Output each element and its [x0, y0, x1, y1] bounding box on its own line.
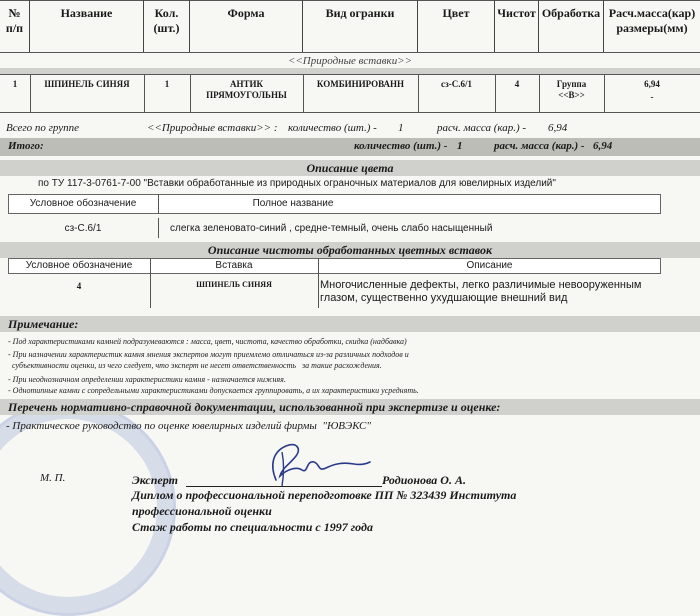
color-code: сз-С.6/1	[64, 223, 102, 234]
col-cut-header: Вид огранки	[303, 0, 418, 52]
clarity-desc: Многочисленные дефекты, легко различимые невооруженным глазом, существенно ухудшающие внешний вид	[320, 279, 642, 304]
row-clarity: 4	[514, 79, 520, 89]
group-total-qty-label: количество (шт.) -	[288, 122, 377, 134]
total-mass: 6,94	[593, 140, 613, 152]
total-qty-label: количество (шт.) -	[354, 140, 448, 152]
color-col-code: Условное обозначение	[29, 198, 137, 209]
note-item: субъективности оценки, из чего следует, что эксперт не несет ответственность за такие расхождения.	[8, 361, 382, 370]
color-col-name: Полное название	[252, 198, 334, 209]
diploma-line-1: Диплом о профессиональной переподготовке ПП № 323439 Института	[132, 488, 517, 502]
col-treatment-header: Обработка	[539, 0, 604, 52]
clarity-desc-title: Описание чистоты обработанных цветных вставок	[207, 243, 493, 257]
row-mass: 6,94	[644, 79, 660, 89]
row-name: ШПИНЕЛЬ СИНЯЯ	[44, 79, 130, 89]
row-qty: 1	[164, 79, 170, 89]
col-name-header: Название	[30, 0, 144, 52]
group-total-qty: 1	[398, 122, 404, 134]
experience-line: Стаж работы по специальности с 1997 года	[132, 520, 373, 534]
expert-name: Родионова О. А.	[382, 473, 466, 487]
row-size: -	[650, 92, 654, 102]
handwritten-signature	[262, 440, 372, 490]
clarity-col-desc: Описание	[466, 260, 513, 271]
expert-label: Эксперт	[132, 473, 178, 487]
clarity-col-insert: Вставка	[215, 260, 253, 271]
col-color-header: Цвет	[418, 0, 495, 52]
notes-title: Примечание:	[8, 317, 79, 331]
col-num-header: № п/п	[0, 0, 30, 52]
group-total-mass: 6,94	[548, 122, 568, 134]
note-item: - Однотипные камни с сопредельными характеристиками допускается группировать, а их характеристики усреднять.	[8, 386, 419, 395]
note-item: - При назначении характеристик камня мнения экспертов могут приемлемо отличаться из-за различных подходов и	[8, 350, 409, 359]
color-desc-title: Описание цвета	[306, 161, 394, 175]
total-label: Итого:	[8, 140, 44, 152]
group-total-mass-label: расч. масса (кар.) -	[437, 122, 527, 134]
color-desc-standard: по ТУ 117-3-0761-7-00 "Вставки обработанные из природных ограночных материалов для ювелирных изделий"	[38, 178, 556, 189]
note-item: - При неоднозначном определении характеристики камня - назначается нижняя.	[8, 375, 286, 384]
row-cut: КОМБИНИРОВАНН	[316, 79, 405, 89]
group-total-label: Всего по группе	[6, 122, 80, 134]
col-clarity-header: Чистот	[495, 0, 539, 52]
references-item: - Практическое руководство по оценке ювелирных изделий фирмы "ЮВЭКС"	[6, 420, 371, 432]
note-item: - Под характеристиками камней подразумеваются : масса, цвет, чистота, качество обработки, скидка (надбавка)	[8, 337, 407, 346]
row-color: сз-С.6/1	[440, 79, 473, 89]
color-name: слегка зеленовато-синий , средне-темный, очень слабо насыщенный	[170, 223, 493, 234]
col-mass-header: Расч.масса(кар) размеры(мм)	[608, 6, 696, 35]
col-shape-header: Форма	[190, 0, 303, 52]
col-qty-header: Кол. (шт.)	[144, 0, 190, 52]
notes-bar	[0, 316, 700, 332]
group-total-group: <<Природные вставки>> :	[147, 122, 278, 134]
total-qty: 1	[457, 140, 463, 152]
row-shape: АНТИК ПРЯМОУГОЛЬНЫ	[206, 79, 287, 100]
row-treatment: Группа <<В>>	[556, 79, 587, 100]
diploma-line-2: профессиональной оценки	[132, 504, 272, 518]
group-label: <<Природные вставки>>	[287, 55, 413, 67]
row-num: 1	[12, 79, 18, 89]
mp-label: М. П.	[40, 472, 66, 484]
references-title: Перечень нормативно-справочной документации, использованной при экспертизе и оценке:	[8, 400, 501, 414]
total-mass-label: расч. масса (кар.) -	[494, 140, 585, 152]
clarity-insert: ШПИНЕЛЬ СИНЯЯ	[196, 280, 272, 289]
clarity-col-code: Условное обозначение	[25, 260, 133, 271]
clarity-code: 4	[76, 281, 82, 291]
